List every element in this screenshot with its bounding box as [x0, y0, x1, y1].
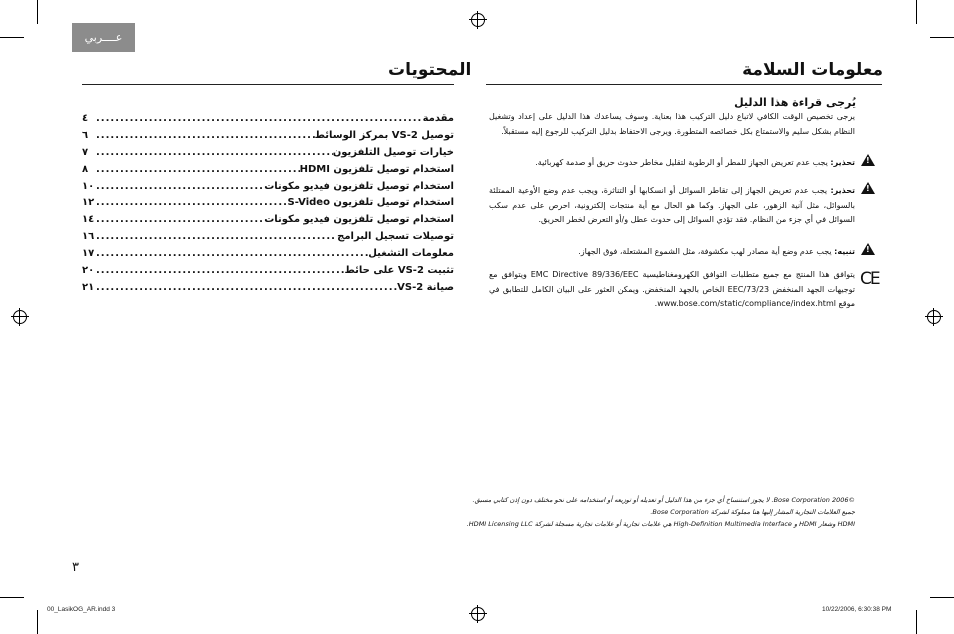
crop-mark: [916, 0, 917, 24]
crop-mark: [0, 597, 24, 598]
toc-leader: [94, 214, 264, 225]
language-tab: عــــربي: [72, 23, 135, 52]
crop-mark: [930, 37, 954, 38]
warning-label: تحذير:: [830, 186, 856, 195]
toc-page-number: ٧: [82, 146, 89, 158]
warning-paragraph: [489, 184, 855, 228]
caution-text: يجب عدم وضع أية مصادر لهب مكشوفة، مثل الشموع المشتعلة، فوق الجهاز.: [578, 247, 832, 256]
toc-title: توصيلات تسجيل البرامج: [337, 231, 454, 243]
toc-page-number: ٢١: [82, 281, 95, 293]
toc-entry[interactable]: [82, 231, 454, 248]
toc-entry[interactable]: [82, 265, 454, 282]
toc-title: استخدام توصيل تلفزيون فيديو مكونات: [264, 180, 454, 192]
warning-icon: [861, 154, 875, 166]
toc-leader: [94, 197, 288, 208]
toc-entry[interactable]: [82, 181, 454, 198]
trademark-note: جميع العلامات التجارية المشار إليها هنا مملوكة لشركة Bose Corporation.: [650, 508, 855, 516]
crop-mark: [0, 37, 24, 38]
toc-page-number: ٨: [82, 163, 89, 175]
toc-title: توصيل VS-2 بمركز الوسائط: [314, 129, 454, 141]
toc-title: صيانة VS-2: [397, 281, 454, 293]
toc-page-number: ١٢: [82, 197, 95, 209]
registration-mark-icon: [471, 13, 485, 27]
toc-leader: [94, 282, 397, 293]
read-manual-subheading: يُرجى قراءة هذا الدليل: [734, 96, 856, 109]
toc-page-number: ١٧: [82, 248, 95, 260]
toc-leader: [94, 181, 264, 192]
toc-page-number: ١٠: [82, 180, 95, 192]
compliance-text: يتوافق هذا المنتج مع جميع متطلبات التوافق الكهرومغناطيسية EMC Directive 89/336/EEC ويتوافق مع توجيهات الجهد المنخفض 73/23/EEC الخاص بالجهد المنخفض. ويمكن العثور على البيان الكامل للتطابق في موقع: [489, 270, 855, 308]
toc-title: خيارات توصيل التلفزيون: [332, 146, 454, 158]
crop-mark: [916, 610, 917, 634]
contents-heading-rule: [82, 84, 454, 85]
toc-title: تثبيت VS-2 على حائط: [344, 265, 454, 277]
toc-leader: [94, 130, 315, 141]
toc-leader: [94, 248, 368, 259]
toc-entry[interactable]: [82, 164, 454, 181]
toc-entry[interactable]: [82, 282, 454, 299]
toc-leader: [94, 113, 423, 124]
toc-leader: [94, 231, 337, 242]
warning-paragraph: [489, 156, 855, 171]
safety-heading: معلومات السلامة: [742, 60, 883, 80]
registration-mark-icon: [471, 607, 485, 621]
toc-title: مقدمة: [422, 113, 454, 124]
registration-mark-icon: [13, 310, 27, 324]
toc-leader: [94, 164, 300, 175]
toc-entry[interactable]: [82, 197, 454, 214]
warning-text: يجب عدم تعريض الجهاز إلى تقاطر السوائل أو انسكابها أو التناثرة، ويجب عدم وضع الأوعية الممتلئة بالسوائل، مثل آنية الزهور، على الجهاز. وكما هو الحال مع أية منتجات إلكترونية، احرص على عدم سكب السوائل في أي جزء من النظام. فقد تؤدي السوائل إلى حدوث عطل و/أو التعرض لخطر الحريق.: [489, 186, 855, 224]
compliance-paragraph: [489, 268, 855, 312]
page-number: ٣: [72, 560, 79, 575]
crop-mark: [37, 0, 38, 24]
toc-leader: [94, 265, 344, 276]
toc-page-number: ٢٠: [82, 265, 95, 277]
toc-page-number: ١٦: [82, 231, 95, 243]
warning-icon: [861, 182, 875, 194]
crop-mark: [37, 610, 38, 634]
ce-mark-icon: CE: [860, 269, 879, 289]
hdmi-trademark-note: HDMI وشعار HDMI و High-Definition Multimedia Interface هي علامات تجارية أو علامات تجارية مسجلة لشركة HDMI Licensing LLC.: [466, 520, 855, 528]
intro-paragraph: يرجى تخصيص الوقت الكافي لاتباع دليل التركيب هذا بعناية. وسوف يساعدك هذا الدليل على إعداد وتشغيل النظام بشكل سليم والاستمتاع بكل خصائصه المتطورة. ويرجى الاحتفاظ بدليل التركيب للرجوع إليه مستقبلاً.: [489, 112, 855, 136]
toc-entry[interactable]: [82, 113, 454, 130]
toc-leader: [94, 147, 333, 158]
contents-heading: المحتويات: [388, 60, 472, 80]
warning-label: تحذير:: [830, 158, 855, 167]
caution-label: تنبيه:: [834, 247, 855, 256]
toc-entry[interactable]: [82, 130, 454, 147]
slug-timestamp: 10/22/2006, 6:30:38 PM: [822, 606, 892, 613]
toc-page-number: ١٤: [82, 214, 95, 226]
table-of-contents: [82, 113, 454, 299]
warning-text: يجب عدم تعريض الجهاز للمطر أو الرطوبة لتقليل مخاطر حدوث حريق أو صدمة كهربائية.: [535, 158, 828, 167]
safety-heading-rule: [486, 84, 882, 85]
toc-entry[interactable]: [82, 147, 454, 164]
toc-title: استخدام توصيل تلفزيون فيديو مكونات: [264, 214, 454, 226]
compliance-url[interactable]: www.bose.com/static/compliance/index.html.: [654, 299, 836, 308]
registration-mark-icon: [927, 310, 941, 324]
toc-title: استخدام توصيل تلفزيون HDMI: [299, 163, 454, 175]
copyright-note: ©2006 Bose Corporation. لا يجوز استنساخ أي جزء من هذا الدليل أو تعديله أو توزيعه أو استخدامه على نحو مختلف دون إذن كتابي مسبق.: [472, 496, 855, 504]
caution-icon: [861, 243, 875, 255]
crop-mark: [930, 597, 954, 598]
slug-filename: 00_LasikOG_AR.indd 3: [47, 606, 116, 613]
toc-entry[interactable]: [82, 214, 454, 231]
caution-paragraph: [489, 245, 855, 260]
toc-page-number: ٦: [82, 129, 89, 141]
toc-title: استخدام توصيل تلفزيون S-Video: [287, 197, 454, 209]
toc-entry[interactable]: [82, 248, 454, 265]
toc-title: معلومات التشغيل: [368, 248, 454, 260]
toc-page-number: ٤: [82, 113, 89, 124]
